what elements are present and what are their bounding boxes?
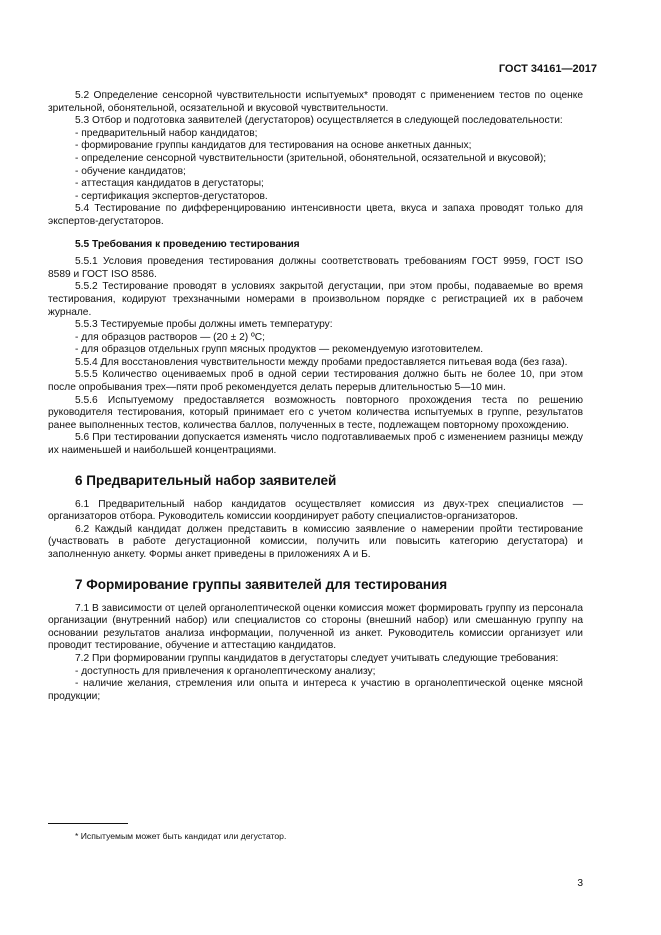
paragraph-5-5-3: 5.5.3 Тестируемые пробы должны иметь температуру: xyxy=(75,319,333,331)
paragraph-7-2: 7.2 При формировании группы кандидатов в дегустаторы следует учитывать следующие требования: xyxy=(75,652,559,664)
list-item: - для образцов отдельных групп мясных продуктов — рекомендуемую изготовителем. xyxy=(75,344,484,356)
paragraph-5-2: 5.2 Определение сенсорной чувствительности испытуемых* проводят с применением тестов по оценке зрительной, обонятельной, осязательной и вкусовой чувствительности. xyxy=(48,90,583,114)
list-item: - аттестация кандидатов в дегустаторы; xyxy=(75,178,264,190)
paragraph-5-5-5: 5.5.5 Количество оцениваемых проб в одной серии тестирования должно быть не более 10, при этом после опробывания трех—пяти проб рекомендуется делать перерыв длительностью 5—10 мин. xyxy=(48,369,583,394)
section-heading-7: 7 Формирование группы заявителей для тестирования xyxy=(75,576,448,592)
paragraph-5-5-4: 5.5.4 Для восстановления чувствительности между пробами предоставляется питьевая вода (без газа). xyxy=(75,356,568,368)
list-item: - для образцов растворов — (20 ± 2) ºС; xyxy=(75,331,265,343)
footnote-divider xyxy=(48,823,128,824)
list-item: - определение сенсорной чувствительности (зрительной, обонятельной, осязательной и вкусовой); xyxy=(75,152,547,164)
paragraph-6-2: 6.2 Каждый кандидат должен представить в комиссию заявление о намерении пройти тестирование (участвовать в работе дегустационной комиссии, получить или повысить категорию дегустатора) и заполненную анкету. Формы анкет приведены в приложениях А и Б. xyxy=(48,523,583,560)
list-item: - доступность для привлечения к органолептическому анализу; xyxy=(75,665,376,677)
paragraph-5-5-1: 5.5.1 Условия проведения тестирования должны соответствовать требованиям ГОСТ 9959, ГОСТ ISO 8589 и ГОСТ ISO 8586. xyxy=(48,256,583,280)
footnote: * Испытуемым может быть кандидат или дегустатор. xyxy=(75,831,287,841)
page-body xyxy=(48,90,583,703)
page-number: 3 xyxy=(577,878,583,889)
list-item: - формирование группы кандидатов для тестирования на основе анкетных данных; xyxy=(75,140,472,152)
list-item: - наличие желания, стремления или опыта и интереса к участию в органолептической оценке мясной продукции; xyxy=(48,678,583,702)
paragraph-7-1: 7.1 В зависимости от целей органолептической оценки комиссия может формировать группу из персонала организации (внутренний набор) или специалистов со стороны (внешний набор) или смешанную группу на основании результатов анализа информации, полученной из анкет. Руководитель комиссии организует или проводит тестирование, обучение и аттестацию кандидатов. xyxy=(48,602,583,652)
list-item: - обучение кандидатов; xyxy=(75,165,186,177)
section-heading-6: 6 Предварительный набор заявителей xyxy=(75,472,337,488)
document-header-id: ГОСТ 34161—2017 xyxy=(498,63,597,75)
paragraph-5-5-2: 5.5.2 Тестирование проводят в условиях закрытой дегустации, при этом пробы, подаваемые во время тестирования, кодируют трехзначными номерами в произвольном порядке с регистрацией их в рабочем журнале. xyxy=(48,281,583,318)
paragraph-5-3: 5.3 Отбор и подготовка заявителей (дегустаторов) осуществляется в следующей последовательности: xyxy=(75,115,563,127)
paragraph-5-4: 5.4 Тестирование по дифференцированию интенсивности цвета, вкуса и запаха проводят только для экспертов-дегустаторов. xyxy=(48,203,583,227)
subsection-heading-5-5: 5.5 Требования к проведению тестирования xyxy=(75,238,300,250)
list-item: - сертификация экспертов-дегустаторов. xyxy=(75,190,268,202)
paragraph-6-1: 6.1 Предварительный набор кандидатов осуществляет комиссия из двух-трех специалистов — организаторов отбора. Руководитель комиссии координирует работу специалистов-организаторов. xyxy=(48,498,583,523)
paragraph-5-5-6: 5.5.6 Испытуемому предоставляется возможность повторного прохождения теста по решению руководителя тестирования, который принимает его с учетом количества испытуемых в группе, результатов ранее выполненных тестов, количества баллов, полученных в тесте, подлежащем повторному прохождению. xyxy=(48,394,583,431)
paragraph-5-6: 5.6 При тестировании допускается изменять число подготавливаемых проб с изменением разницы между их наименьшей и наибольшей концентрациями. xyxy=(48,432,583,457)
list-item: - предварительный набор кандидатов; xyxy=(75,127,258,139)
